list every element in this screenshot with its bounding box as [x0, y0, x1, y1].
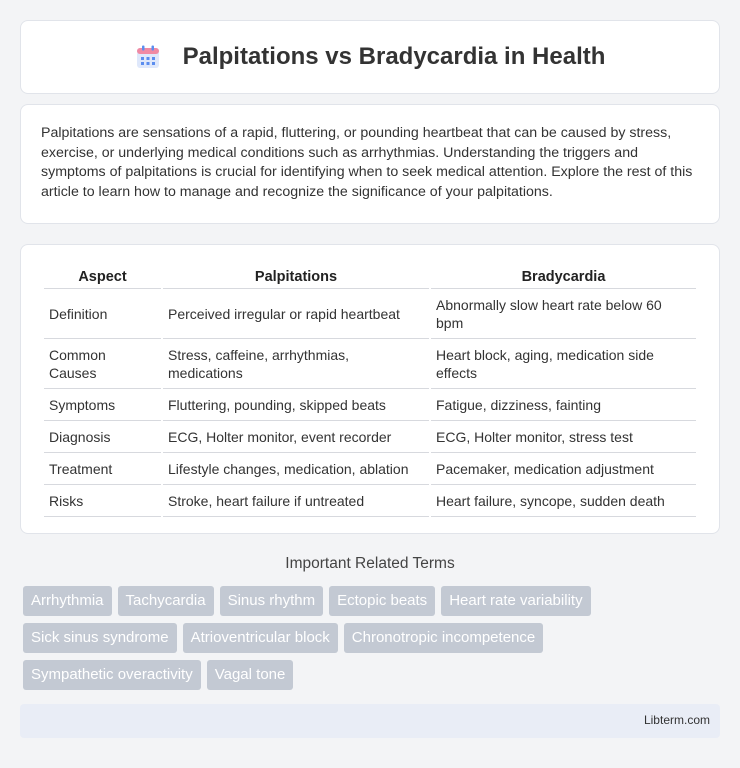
- bradycardia-cell: Abnormally slow heart rate below 60 bpm: [431, 289, 696, 339]
- bradycardia-cell: Heart failure, syncope, sudden death: [431, 485, 696, 517]
- aspect-cell: Symptoms: [44, 389, 161, 421]
- table-row: [44, 339, 696, 389]
- palpitations-cell: Stress, caffeine, arrhythmias, medications: [163, 339, 429, 389]
- tag-heart-rate-variability[interactable]: Heart rate variability: [441, 586, 590, 616]
- intro-card: [20, 104, 720, 224]
- palpitations-cell: Stroke, heart failure if untreated: [163, 485, 429, 517]
- table-header-row: [44, 265, 696, 289]
- aspect-cell: Definition: [44, 289, 161, 339]
- table-row: [44, 453, 696, 485]
- aspect-cell: Common Causes: [44, 339, 161, 389]
- tag-sinus-rhythm[interactable]: Sinus rhythm: [220, 586, 324, 616]
- comparison-table: [42, 265, 698, 517]
- calendar-icon: [135, 44, 161, 70]
- column-header-bradycardia: Bradycardia: [431, 265, 696, 289]
- palpitations-cell: Fluttering, pounding, skipped beats: [163, 389, 429, 421]
- tag-chronotropic-incompetence[interactable]: Chronotropic incompetence: [344, 623, 543, 653]
- bradycardia-cell: Heart block, aging, medication side effects: [431, 339, 696, 389]
- tag-ectopic-beats[interactable]: Ectopic beats: [329, 586, 435, 616]
- palpitations-cell: Lifestyle changes, medication, ablation: [163, 453, 429, 485]
- tag-vagal-tone[interactable]: Vagal tone: [207, 660, 294, 690]
- table-row: [44, 421, 696, 453]
- column-header-aspect: Aspect: [44, 265, 161, 289]
- related-terms-heading: Important Related Terms: [285, 555, 455, 572]
- aspect-cell: Risks: [44, 485, 161, 517]
- related-terms-list: [23, 586, 643, 697]
- bradycardia-cell: Pacemaker, medication adjustment: [431, 453, 696, 485]
- tag-sick-sinus-syndrome[interactable]: Sick sinus syndrome: [23, 623, 177, 653]
- tag-tachycardia[interactable]: Tachycardia: [118, 586, 214, 616]
- comparison-card: [20, 244, 720, 534]
- palpitations-cell: Perceived irregular or rapid heartbeat: [163, 289, 429, 339]
- aspect-cell: Treatment: [44, 453, 161, 485]
- aspect-cell: Diagnosis: [44, 421, 161, 453]
- table-row: [44, 289, 696, 339]
- footer-bar: [20, 704, 720, 738]
- table-row: [44, 389, 696, 421]
- table-row: [44, 485, 696, 517]
- title-card: [20, 20, 720, 94]
- page-title: Palpitations vs Bradycardia in Health: [182, 43, 606, 70]
- column-header-palpitations: Palpitations: [163, 265, 429, 289]
- bradycardia-cell: Fatigue, dizziness, fainting: [431, 389, 696, 421]
- bradycardia-cell: ECG, Holter monitor, stress test: [431, 421, 696, 453]
- tag-atrioventricular-block[interactable]: Atrioventricular block: [183, 623, 338, 653]
- intro-paragraph: Palpitations are sensations of a rapid, fluttering, or pounding heartbeat that can be caused by stress, exercise, or underlying medical conditions such as arrhythmias. Understanding the triggers and symptoms of palpitations is crucial for identifying when to seek medical attention. Explore the rest of this article to learn how to manage and recognize the significance of your palpitations.: [41, 125, 693, 200]
- footer-site-link[interactable]: Libterm.com: [643, 713, 710, 727]
- tag-sympathetic-overactivity[interactable]: Sympathetic overactivity: [23, 660, 201, 690]
- palpitations-cell: ECG, Holter monitor, event recorder: [163, 421, 429, 453]
- tag-arrhythmia[interactable]: Arrhythmia: [23, 586, 112, 616]
